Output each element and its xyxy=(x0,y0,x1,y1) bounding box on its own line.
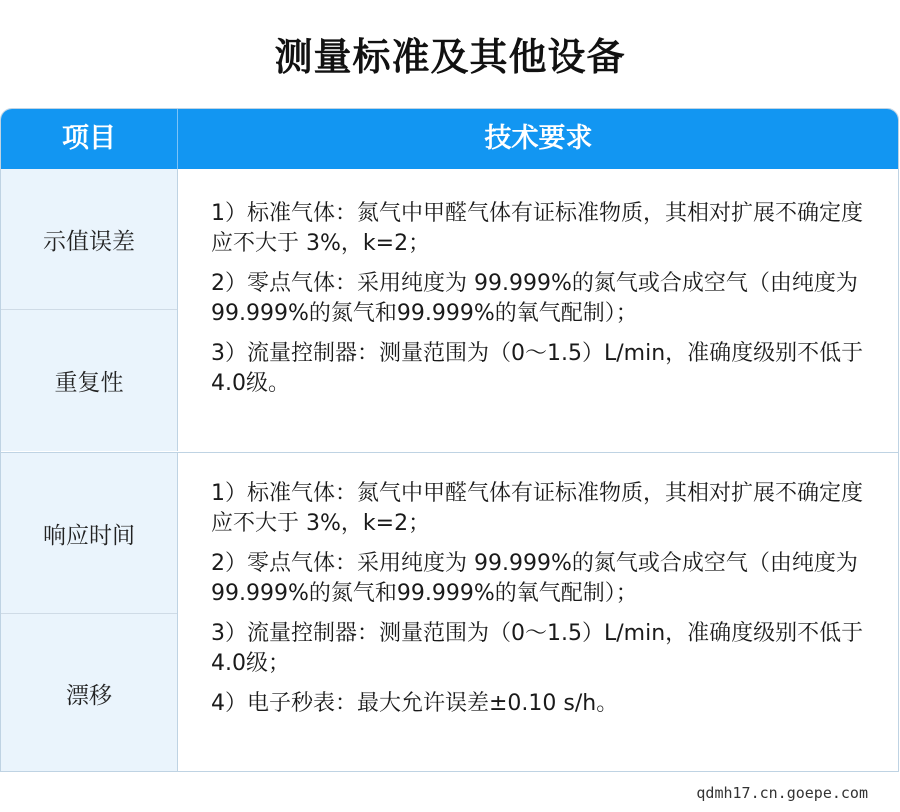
table-group xyxy=(1,169,898,451)
page-title: 测量标准及其他设备 xyxy=(274,35,626,79)
item-cell: 漂移 xyxy=(66,682,112,709)
table-header xyxy=(1,109,898,169)
header-requirement: 技术要求 xyxy=(484,123,593,154)
requirement-list xyxy=(211,479,879,729)
requirement-column xyxy=(178,453,899,772)
table-group xyxy=(1,452,898,772)
item-cell: 重复性 xyxy=(54,370,124,396)
requirements-table xyxy=(0,108,899,772)
requirement-item: 3）流量控制器：测量范围为（0～1.5）L/min，准确度级别不低于4.0级； xyxy=(211,621,864,676)
item-cell: 示值误差 xyxy=(43,228,135,255)
requirement-item: 2）零点气体：采用纯度为 99.999%的氮气或合成空气（由纯度为99.999%的氮气和99.999%的氧气配制）； xyxy=(211,271,858,326)
item-cell: 响应时间 xyxy=(43,522,135,549)
header-item: 项目 xyxy=(62,123,116,154)
requirement-item: 2）零点气体：采用纯度为 99.999%的氮气或合成空气（由纯度为99.999%的氮气和99.999%的氧气配制）； xyxy=(211,551,858,606)
requirement-item: 3）流量控制器：测量范围为（0～1.5）L/min，准确度级别不低于4.0级。 xyxy=(211,341,864,396)
requirement-column xyxy=(178,169,899,451)
requirement-item: 1）标准气体：氮气中甲醛气体有证标准物质，其相对扩展不确定度应不大于 3%，k=2； xyxy=(211,201,863,256)
item-column xyxy=(1,453,178,772)
requirement-list xyxy=(211,199,879,409)
watermark: qdmh17.cn.goepe.com xyxy=(696,784,868,802)
requirement-item: 4）电子秒表：最大允许误差±0.10 s/h。 xyxy=(211,691,619,716)
requirement-item: 1）标准气体：氮气中甲醛气体有证标准物质，其相对扩展不确定度应不大于 3%，k=2； xyxy=(211,481,863,536)
item-column xyxy=(1,169,178,451)
